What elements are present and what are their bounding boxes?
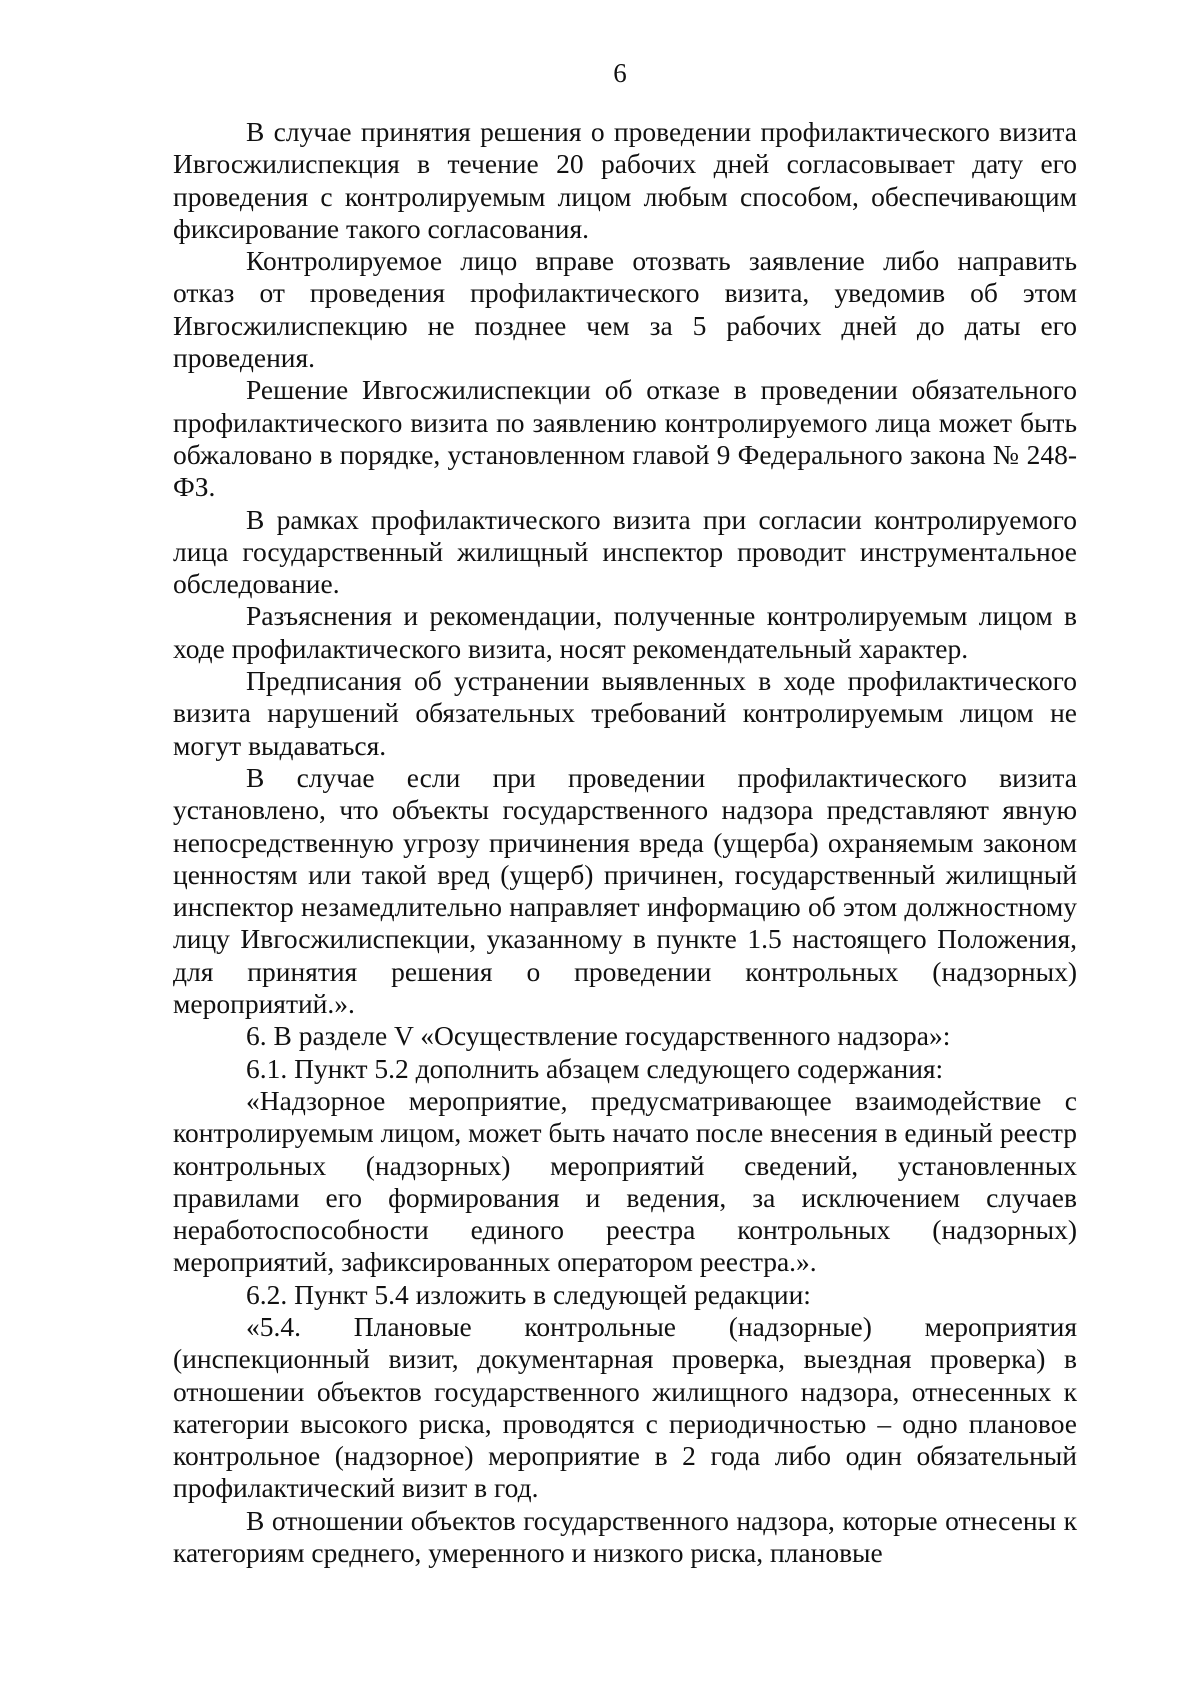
paragraph-instrumental-inspection: В рамках профилактического визита при согласии контролируемого лица государственный жилищный инспектор проводит инструментальное обследование. bbox=[173, 503, 1077, 600]
paragraph-threat-notification: В случае если при проведении профилактического визита установлено, что объекты государственного надзора представляют явную непосредственную угрозу причинения вреда (ущерба) охраняемым законом ценностям или такой вред (ущерб) причинен, государственный жилищный инспектор незамедлительно направляет информацию об этом должностному лицу Ивгосжилиспекции, указанному в пункте 1.5 настоящего Положения, для принятия решения о проведении контрольных (надзорных) мероприятий.». bbox=[173, 761, 1077, 1020]
paragraph-item-6-2: 6.2. Пункт 5.4 изложить в следующей редакции: bbox=[246, 1278, 811, 1310]
paragraph-section-5-heading: 6. В разделе V «Осуществление государственного надзора»: bbox=[246, 1020, 951, 1052]
paragraph-medium-low-risk: В отношении объектов государственного надзора, которые отнесены к категориям среднего, умеренного и низкого риска, плановые bbox=[173, 1504, 1077, 1569]
paragraph-refusal-appeal: Решение Ивгосжилиспекции об отказе в проведении обязательного профилактического визита по заявлению контролируемого лица может быть обжаловано в порядке, установленном главой 9 Федерального закона № 248-ФЗ. bbox=[173, 374, 1077, 503]
paragraph-item-5-4-high-risk: «5.4. Плановые контрольные (надзорные) мероприятия (инспекционный визит, документарная проверка, выездная проверка) в отношении объектов государственного жилищного надзора, отнесенных к категории высокого риска, проводятся с периодичностью – одно плановое контрольное (надзорное) мероприятие в 2 года либо один обязательный профилактический визит в год. bbox=[173, 1310, 1077, 1504]
paragraph-application-withdrawal: Контролируемое лицо вправе отозвать заявление либо направить отказ от проведения профилактического визита, уведомив об этом Ивгосжилиспекцию не позднее чем за 5 рабочих дней до даты его проведения. bbox=[173, 245, 1077, 374]
paragraph-supervisory-event-registry: «Надзорное мероприятие, предусматривающее взаимодействие с контролируемым лицом, может быть начато после внесения в единый реестр контрольных (надзорных) мероприятий сведений, установленных правилами его формирования и ведения, за исключением случаев неработоспособности единого реестра контрольных (надзорных) мероприятий, зафиксированных оператором реестра.». bbox=[173, 1084, 1077, 1278]
paragraph-recommendations: Разъяснения и рекомендации, полученные контролируемым лицом в ходе профилактического визита, носят рекомендательный характер. bbox=[173, 600, 1077, 664]
page-number: 6 bbox=[613, 58, 627, 88]
paragraph-orders-prohibition: Предписания об устранении выявленных в ходе профилактического визита нарушений обязательных требований контролируемым лицом не могут выдаваться. bbox=[173, 665, 1077, 761]
document-body bbox=[173, 116, 1077, 1569]
paragraph-item-6-1: 6.1. Пункт 5.2 дополнить абзацем следующего содержания: bbox=[246, 1052, 944, 1084]
paragraph-visit-date-agreement: В случае принятия решения о проведении профилактического визита Ивгосжилиспекция в течение 20 рабочих дней согласовывает дату его проведения с контролируемым лицом любым способом, обеспечивающим фиксирование такого согласования. bbox=[173, 116, 1077, 244]
